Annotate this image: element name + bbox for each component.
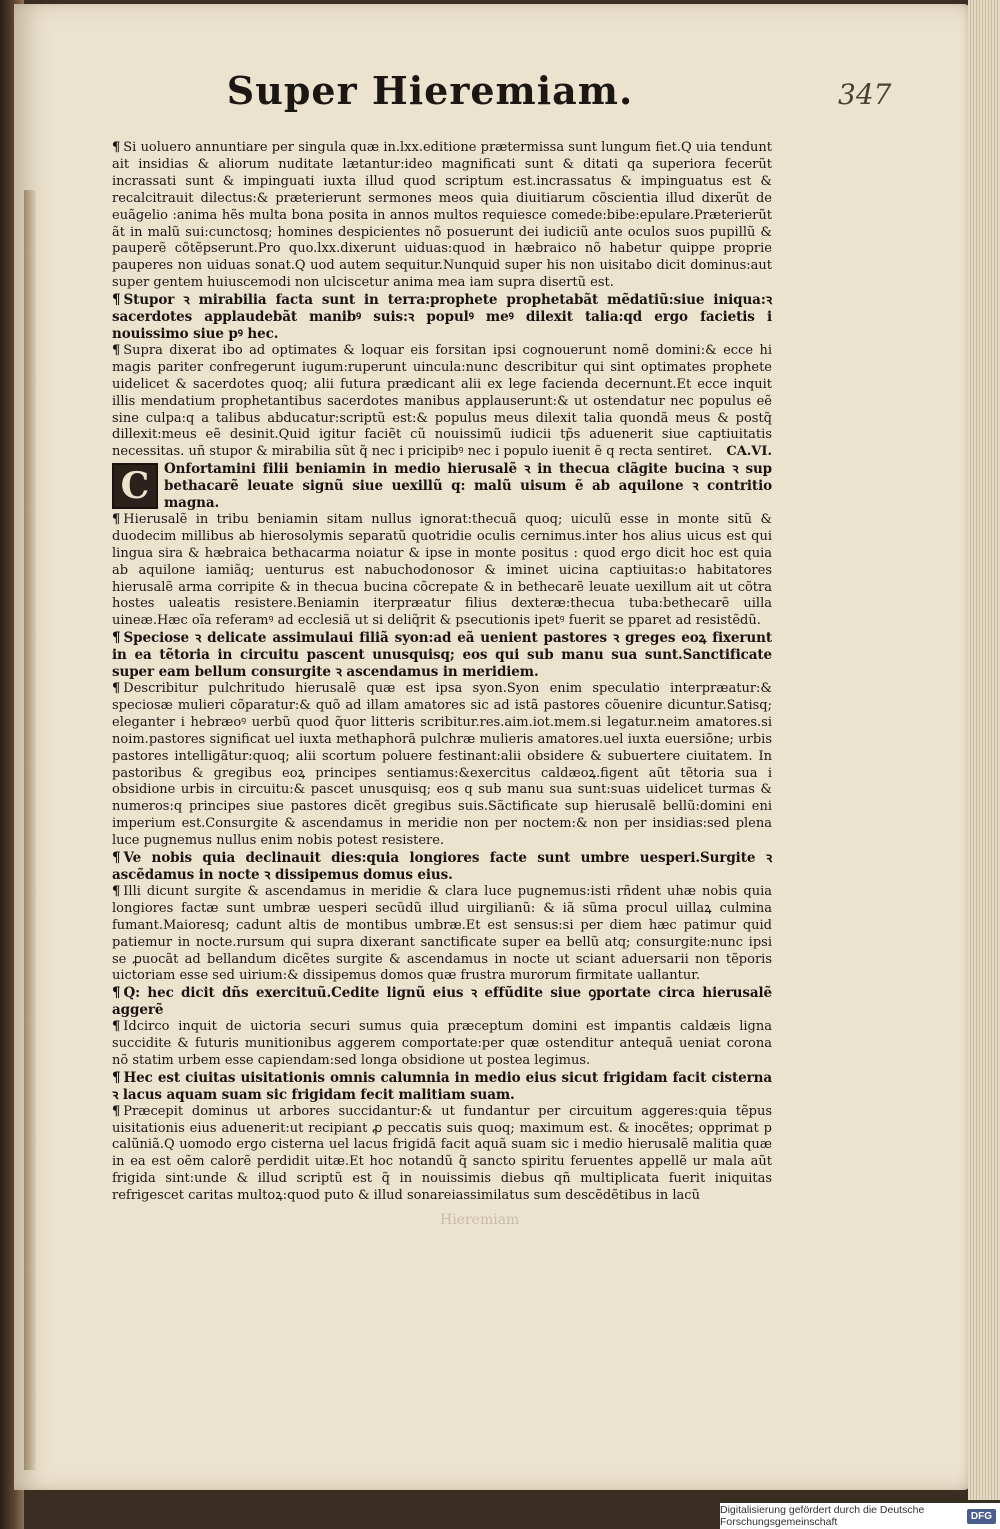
- pilcrow-icon: ¶: [112, 681, 121, 696]
- paragraph-text: Si uoluero annuntiare per singula quæ in.lxx.editione prætermissa sunt lungum fiet.Q uia tendunt ait insidias & aliorum nuditate lætantur:ideo magnificati sunt & ditati qa superiora fecerũt incrassati sunt & impinguati iuxta illud quod scriptum est.incrassatus & impinguatus est & recalcitrauit dilectus:& præterierunt sermones meos quia diuitiarum cõscientia illud dixerũt de euãgelio :anima hẽs multa bona posita in annos multos requiesce comede:bibe:epulare.Præterierũt ãt in malũ sui:cunctosq; homines despicientes nõ posuerunt dei iudiciũ ante oculos suos pupillũ & pauperẽ cõtẽpserunt.Pro quo.lxx.dixerunt uiduas:quod in hæbraico nõ habetur quippe proprie pauperes non uiduas sonat.Q uod autem sequitur.Nunquid super his non uisitabo dicit dominus:aut super gentem huiuscemodi non ulciscetur anima mea iam supra disertũ est.: [112, 140, 772, 291]
- bleed-through-text: Hieremiam: [440, 1212, 520, 1228]
- pilcrow-icon: ¶: [112, 511, 121, 527]
- paragraph-comment-6: [112, 1019, 772, 1070]
- dfg-logo-icon: DFG: [967, 1509, 996, 1524]
- digitization-credit-banner: [720, 1503, 1000, 1529]
- paragraph-comment-5: [112, 884, 772, 985]
- paragraph-comment-1: [112, 140, 772, 292]
- decorated-initial-icon: C: [112, 463, 158, 509]
- paragraph-text: Supra dixerat ibo ad optimates & loquar eis forsitan ipsi cognouerunt nomẽ domini:& ecce hi magis pariter confregerunt iugum:ruperunt uincula:nunc describitur qui sint optimates prophete uidelicet & sacerdotes quoq; alii futura prædicant alii ex lege facienda decernunt.Et ecce inquit illis mendatium prophetantibus sacerdotes manibus applauserunt:& ut ostendatur nec populus eẽ sine culpa:q a talibus abducatur:scriptũ est:& populus meus dilexit talia quondã meus & postq̃ dillexit:meus eẽ desinit.Quid igitur faciẽt cũ nouissimũ iudicii tp̃s aduenerit siue captiuitatis necessitas. uñ stupor & mirabilia sũt q̃ nec i pricipibꝰ nec i populo iuenit ẽ q recta sentiret.: [112, 342, 772, 460]
- chapter-label: CA.VI.: [726, 444, 772, 460]
- pilcrow-icon: ¶: [112, 1019, 121, 1035]
- paragraph-comment-7: [112, 1104, 772, 1205]
- paragraph-lemma-6: [112, 1070, 772, 1104]
- pilcrow-icon: ¶: [112, 342, 121, 358]
- page-gutter-strip: [24, 190, 36, 1470]
- paragraph-lemma-5: [112, 985, 772, 1019]
- paragraph-text: Speciose ꝛ delicate assimulaui filiã syon:ad eã uenient pastores ꝛ greges eoꝝ fixerunt in ea tẽtoria in circuitu pascent unusquisq; eos qui sub manu sua sunt.Sanctificate super eam bellum consurgite ꝛ ascendamus in meridiem.: [112, 630, 772, 681]
- paragraph-text: Idcirco inquit de uictoria securi sumus quia præceptum domini est impantis caldæis ligna succidite & futuris munitionibus aggerem comportate:per quæ ostenditur antequã ueniat corona nõ statim urbem esse capiendam:sed longa obsidione ut postea legimus.: [112, 1019, 772, 1068]
- paragraph-lemma-4: [112, 850, 772, 884]
- paragraph-lemma-1: [112, 292, 772, 343]
- paragraph-comment-3: [112, 512, 772, 630]
- credit-text: Digitalisierung gefördert durch die Deutsche Forschungsgemeinschaft: [720, 1504, 925, 1528]
- paragraph-text: Q: hec dicit dñs exercituũ.Cedite lignũ eius ꝛ effũdite siue ꝯportate circa hierusalẽ aggerẽ: [112, 985, 772, 1019]
- paragraph-text: Hec est ciuitas uisitationis omnis calumnia in medio eius sicut frigidam facit cisterna ꝛ lacus aquam suam sic frigidam fecit malitiam suam.: [112, 1069, 772, 1103]
- paragraph-comment-2: [112, 343, 772, 461]
- pilcrow-icon: ¶: [112, 292, 121, 309]
- pilcrow-icon: ¶: [112, 985, 121, 1002]
- paragraph-text: Describitur pulchritudo hierusalẽ quæ est ipsa syon.Syon enim speculatio interpræatur:& speciosæ mulieri cõparatur:& quõ ad illam amatores sic ad istã pastores cõuenire dicuntur.Satisq; eleganter i hebræoꝰ uerbũ quod q̃uor litteris scribitur.res.aim.iot.mem.si legatur.neim amatores.si noim.pastores significat uel iuxta methaphorã pulchræ mulieris amatores.uel iuxta euersiõne; urbis pastores intelligãtur:quoq; alii scortum poluere festinant:alii obsidere & subuertere ciuitatem. In pastoribus & gregibus eoꝝ principes sentiamus:&exercitus caldæoꝝ.figent aũt tẽtoria sua i obsidione urbis in circuitu:& pascet unusquisq; eos q sub manu sua sunt:suas uidelicet turmas & numeros:q principes siue pastores dicẽt gregibus suis.Sãctificate sup hierusalẽ bellũ:domini eni imperium est.Consurgite & ascendamus in meridie non per noctem:& non per insidias:sed plena luce pugnemus nullus enim nobis potest resistere.: [112, 681, 772, 849]
- commentary-text-block: [112, 140, 772, 1205]
- paragraph-text: Præcepit dominus ut arbores succidantur:& ut fundantur per circuitum aggeres:quia tẽpus uisitationis eius aduenerit:ut recipiant ꝓ peccatis suis quoq; maximum est. & inocẽtes; opprimat p calũniã.Q uomodo ergo cisterna uel lacus frigidã facit aquã suam sic i medio hierusalẽ malitia quæ in ea est oẽm calorẽ perdidit uitæ.Et hoc notandũ q̃ sancto spiritu feruentes appellẽ ur mala aũt frigida sint:unde & illud scriptũ est q̃ in nouissimis diebus qñ multiplicata fuerit iniquitas refrigescet caritas multoꝝ:quod puto & illud sonareiassimilatus sum descẽdẽtibus in lacũ: [112, 1103, 772, 1204]
- page-stack-edge: [968, 0, 1000, 1500]
- folio-number: 347: [838, 78, 892, 111]
- paragraph-lemma-3: [112, 630, 772, 681]
- pilcrow-icon: ¶: [112, 1103, 121, 1119]
- paragraph-text: Stupor ꝛ mirabilia facta sunt in terra:prophete prophetabãt mẽdatiũ:siue iniqua:ꝛ sacerdotes applaudebãt manibꝰ suis:ꝛ populꝰ meꝰ dilexit talia:qd ergo facietis i nouissimo siue pꝰ hec.: [112, 292, 772, 342]
- pilcrow-icon: ¶: [112, 850, 121, 867]
- chapter-opening: [112, 461, 772, 512]
- paragraph-comment-4: [112, 681, 772, 850]
- pilcrow-icon: ¶: [112, 140, 121, 155]
- paragraph-text: Illi dicunt surgite & ascendamus in meridie & clara luce pugnemus:isti rñdent uhæ nobis quia longiores factæ sunt umbræ uesperi secũdũ illud uirgilianũ: & iã sũma procul uillaꝝ culmina fumant.Maioresq; cadunt altis de montibus umbræ.Et est sensus:si per diem hæc patimur quid patiemur in nocte.rursum qui supra dixerant sanctificate super ea bellũ atq; consurgite:nunc ipsi se ꝓuocãt ad bellandum dicẽtes surgite & ascendamus in nocte ut sciant aduersarii non tẽporis uictoriam esse sed uirium:& dissipemus domos quæ frustra murorum firmitate uallantur.: [112, 883, 772, 984]
- pilcrow-icon: ¶: [112, 883, 121, 899]
- pilcrow-icon: ¶: [112, 630, 121, 647]
- paragraph-lemma-2: [112, 461, 772, 512]
- paragraph-text: Hierusalẽ in tribu beniamin sitam nullus ignorat:thecuã quoq; uiculũ esse in monte sitũ & duodecim millibus ab hierosolymis separatũ quotridie oculis cernimus.inter hos alius uicus est qui lingua sira & hæbraica bethacarma noiatur & ipse in monte positus : quod ergo dicit hoc est quia ab aquilone iamiãq; uenturus est nabuchodonosor & iminet uicina captiuitas:o habitatores hierusalẽ arma corripite & in thecua bucina cõcrepate & in bethecarẽ leuate uexillum ait ut cõtra hostes ualeatis resistere.Beniamin iterpræatur filius dexteræ:thecua tuba:bethecarẽ uilla uineæ.Hæc oĩa referamꝰ ad ecclesiã ut si deliq̃rit & psecutionis ipetꝰ fuerit se pparet ad resistẽdũ.: [112, 511, 772, 629]
- running-title: Super Hieremiam.: [226, 68, 634, 113]
- pilcrow-icon: ¶: [112, 1069, 121, 1086]
- paragraph-text: Onfortamini filii beniamin in medio hierusalẽ ꝛ in thecua clãgite bucina ꝛ sup bethacarẽ leuate signũ siue uexillũ q: malũ uisum ẽ ab aquilone ꝛ contritio magna.: [164, 461, 772, 512]
- paragraph-text: Ve nobis quia declinauit dies:quia longiores facte sunt umbre uesperi.Surgite ꝛ ascẽdamus in nocte ꝛ dissipemus domus eius.: [112, 850, 772, 883]
